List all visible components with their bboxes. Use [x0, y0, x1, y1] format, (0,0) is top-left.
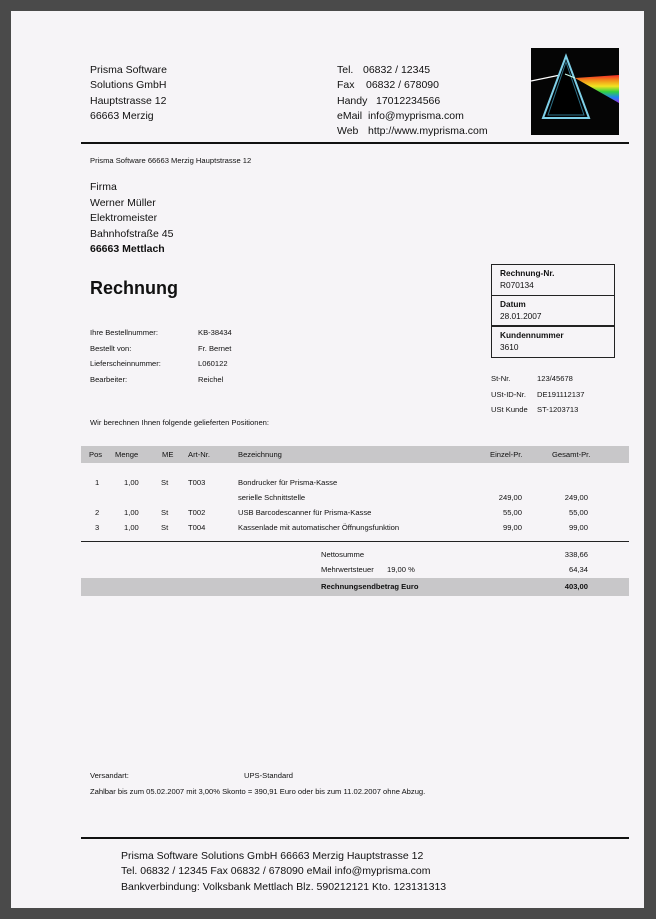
footer-contact: Tel. 06832 / 12345 Fax 06832 / 678090 eMail info@myprisma.com — [121, 865, 431, 878]
sender-line: Hauptstrasse 12 — [90, 94, 167, 107]
order-number: KB-38434 — [198, 328, 232, 337]
vat-label: Mehrwertsteuer — [321, 565, 374, 574]
contact-label: Web — [337, 125, 359, 138]
footer-divider — [81, 837, 629, 839]
shipping-value: UPS-Standard — [244, 771, 293, 780]
row-art: T003 — [188, 478, 206, 487]
tax-label: USt-ID-Nr. — [491, 389, 527, 399]
contact-label: eMail — [337, 109, 363, 122]
col-art: Art-Nr. — [188, 450, 210, 459]
ordered-by: Fr. Bernet — [198, 343, 232, 353]
row-me: St — [161, 508, 169, 517]
row-einzel: 249,00 — [498, 493, 522, 502]
contact-label: Fax — [337, 79, 355, 92]
invoice-number-box — [491, 264, 615, 296]
invoice-number-label: Rechnung-Nr. — [500, 268, 555, 278]
prism-icon — [531, 48, 619, 135]
tax-number: 123/45678 — [537, 374, 573, 383]
return-address: Prisma Software 66663 Merzig Hauptstrasse 12 — [90, 156, 252, 165]
row-art: T002 — [188, 508, 206, 517]
grand-total-row — [81, 578, 629, 596]
recipient-line: Bahnhofstraße 45 — [90, 227, 174, 240]
row-pos: 3 — [95, 523, 100, 532]
table-divider — [81, 541, 629, 542]
sender-contact-values — [363, 63, 488, 139]
sender-line: 66663 Merzig — [90, 109, 154, 122]
grand-total-label: Rechnungsendbetrag Euro — [321, 582, 419, 591]
order-info-label: Ihre Bestellnummer: — [90, 328, 158, 337]
row-menge: 1,00 — [124, 508, 139, 517]
contact-tel: 06832 / 12345 — [363, 64, 431, 76]
vat-value: 64,34 — [568, 565, 588, 574]
table-header — [81, 446, 629, 463]
row-gesamt: 99,00 — [568, 523, 588, 532]
order-info-labels — [90, 325, 161, 387]
footer-company: Prisma Software Solutions GmbH 66663 Merzig Hauptstrasse 12 — [121, 850, 424, 862]
recipient-line: Werner Müller — [90, 196, 156, 209]
contact-web[interactable]: http://www.myprisma.com — [368, 125, 488, 138]
tax-info-values — [537, 371, 584, 418]
order-info-label: Bestellt von: — [90, 343, 132, 353]
table-body — [81, 478, 629, 540]
sender-line: Solutions GmbH — [90, 79, 167, 92]
tax-info-labels — [491, 371, 528, 418]
recipient-city: 66663 Mettlach — [90, 243, 165, 255]
contact-label: Handy — [337, 94, 368, 107]
footer — [121, 849, 446, 895]
col-gesamt: Gesamt-Pr. — [552, 450, 591, 459]
document-title: Rechnung — [90, 278, 178, 298]
row-art: T004 — [188, 523, 206, 532]
order-info-label: Bearbeiter: — [90, 374, 128, 384]
row-einzel: 55,00 — [502, 508, 522, 517]
vat-id: DE191112137 — [537, 389, 585, 399]
vat-rate: 19,00 % — [387, 565, 415, 574]
row-einzel: 99,00 — [502, 523, 522, 532]
order-info-values — [198, 325, 232, 387]
clerk: Reichel — [198, 374, 224, 384]
header-divider — [81, 142, 629, 144]
grand-total-value: 403,00 — [564, 582, 588, 591]
col-einzel: Einzel-Pr. — [490, 450, 523, 459]
net-total-label: Nettosumme — [321, 550, 365, 559]
row-gesamt: 55,00 — [568, 508, 588, 517]
recipient-line: Firma — [90, 181, 117, 193]
row-menge: 1,00 — [124, 523, 139, 532]
col-bezeichnung: Bezeichnung — [238, 450, 282, 459]
table-row — [81, 478, 629, 493]
contact-email[interactable]: info@myprisma.com — [368, 109, 464, 122]
recipient-line: Elektromeister — [90, 212, 158, 224]
customer-number-box — [491, 326, 615, 358]
shipping-label: Versandart: — [90, 771, 129, 780]
intro-text: Wir berechnen Ihnen folgende gelieferten Positionen: — [90, 418, 269, 427]
col-pos: Pos — [89, 450, 103, 459]
table-row — [81, 493, 629, 508]
delivery-note-number: L060122 — [198, 359, 228, 368]
sender-address — [90, 63, 167, 124]
order-info-label: Lieferscheinnummer: — [90, 359, 161, 368]
footer-bank: Bankverbindung: Volksbank Mettlach Blz. 590212121 Kto. 123131313 — [121, 880, 447, 893]
row-pos: 1 — [95, 478, 100, 487]
recipient-address — [90, 180, 173, 258]
contact-fax: 06832 / 678090 — [366, 79, 439, 92]
sender-line: Prisma Software — [90, 64, 168, 76]
row-menge: 1,00 — [124, 478, 139, 487]
row-me: St — [161, 478, 169, 487]
col-me: ME — [162, 450, 174, 459]
customer-number-value: 3610 — [500, 342, 519, 352]
row-gesamt: 249,00 — [564, 493, 588, 502]
contact-mobile: 17012234566 — [376, 94, 441, 107]
row-bezeichnung: serielle Schnittstelle — [238, 493, 306, 502]
row-bezeichnung: Kassenlade mit automatischer Öffnungsfunktion — [238, 523, 400, 532]
row-bezeichnung: Bondrucker für Prisma-Kasse — [238, 478, 338, 487]
invoice-number-value: R070134 — [500, 280, 534, 290]
customer-number-label: Kundennummer — [500, 330, 564, 340]
tax-label: St-Nr. — [491, 374, 511, 383]
customer-vat-id: ST-1203713 — [537, 405, 579, 414]
row-me: St — [161, 523, 169, 532]
payment-terms: Zahlbar bis zum 05.02.2007 mit 3,00% Skonto = 390,91 Euro oder bis zum 11.02.2007 ohne Abzug. — [90, 787, 426, 796]
table-row — [81, 523, 629, 538]
date-box — [491, 295, 615, 326]
net-total-value: 338,66 — [564, 550, 588, 559]
row-pos: 2 — [95, 508, 100, 517]
col-menge: Menge — [115, 450, 139, 459]
row-bezeichnung: USB Barcodescanner für Prisma-Kasse — [238, 508, 372, 517]
date-label: Datum — [500, 299, 526, 309]
table-row — [81, 508, 629, 523]
date-value: 28.01.2007 — [500, 311, 542, 321]
invoice-page — [11, 11, 644, 908]
tax-label: USt Kunde — [491, 405, 528, 414]
contact-label: Tel. — [337, 64, 354, 76]
